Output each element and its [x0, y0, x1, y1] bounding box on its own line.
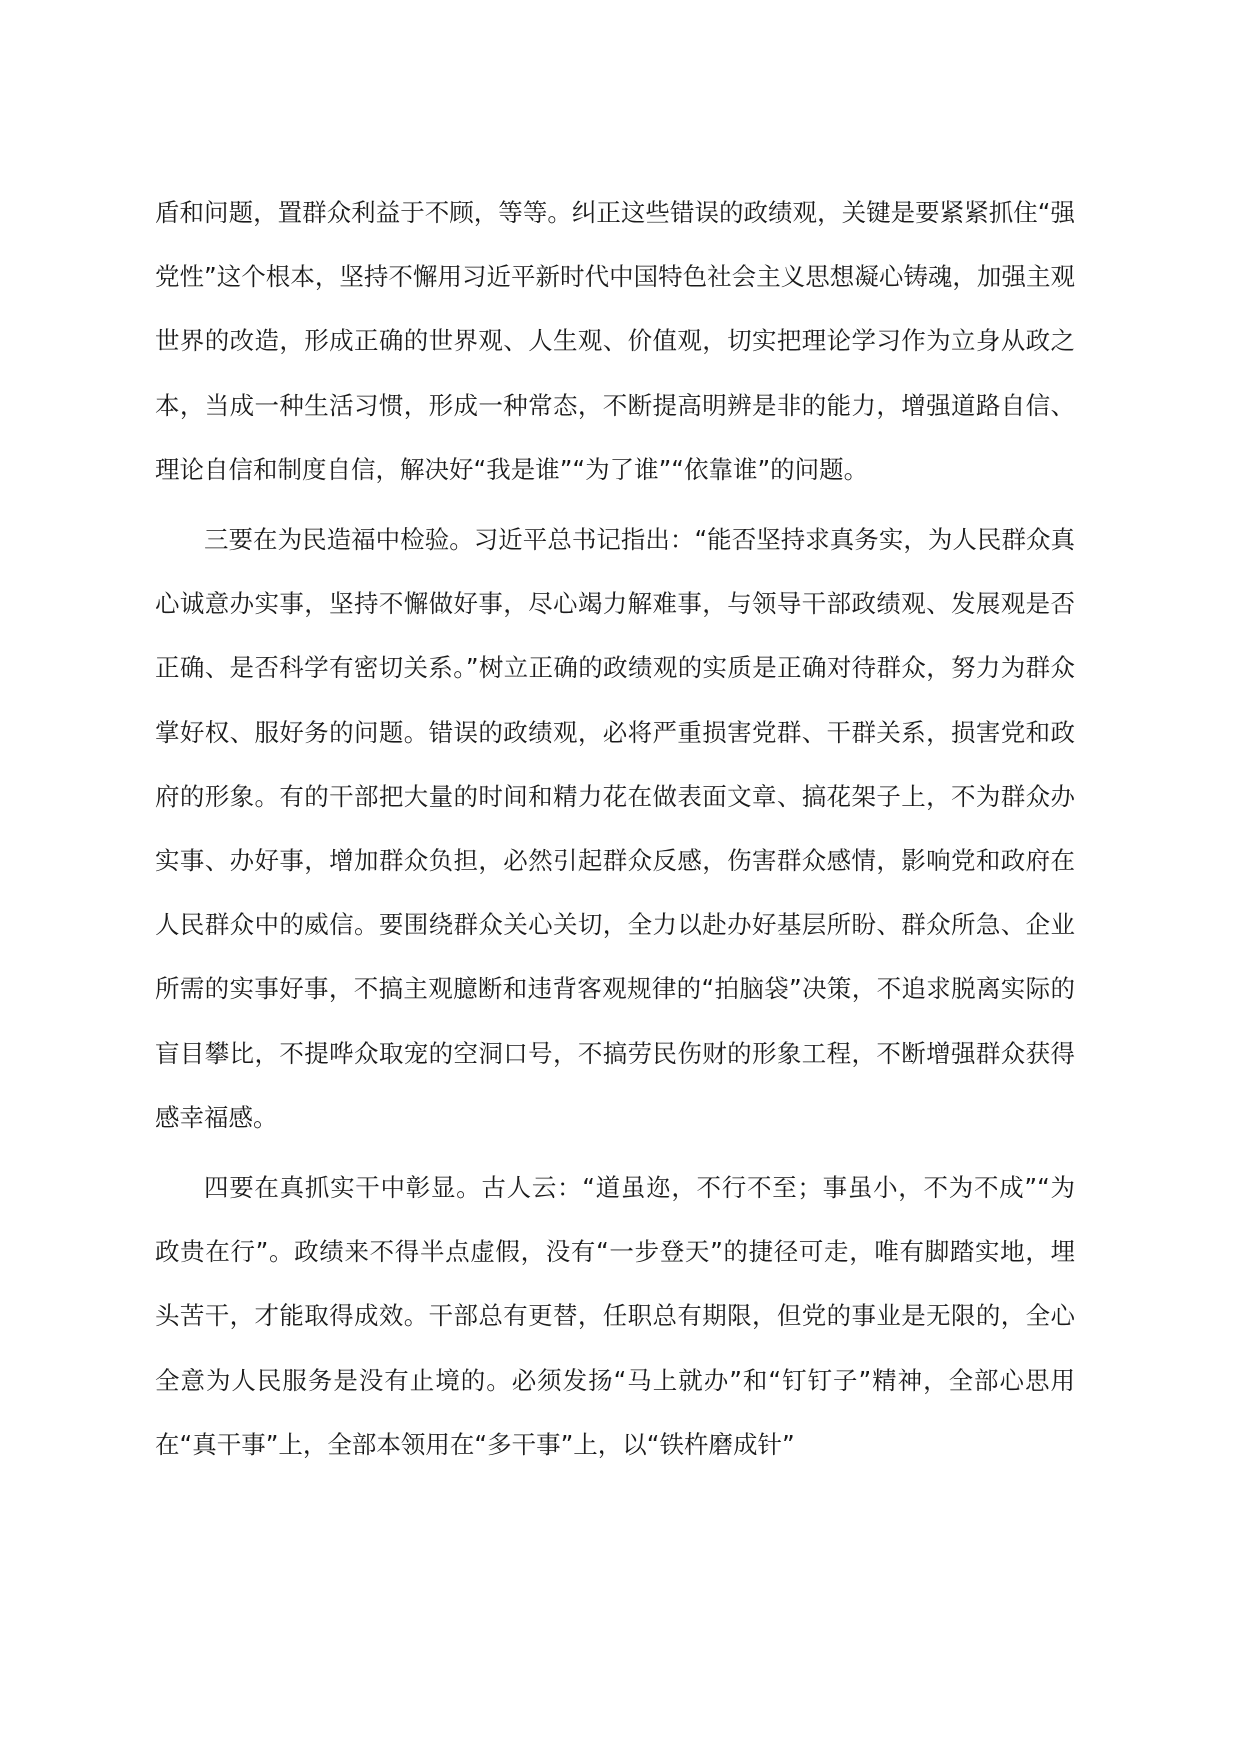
paragraph-continuation: 盾和问题，置群众利益于不顾，等等。纠正这些错误的政绩观，关键是要紧紧抓住“强党性”这个根本，坚持不懈用习近平新时代中国特色社会主义思想凝心铸魂，加强主观世界的改造，形成正确的世界观、人生观、价值观，切实把理论学习作为立身从政之本，当成一种生活习惯，形成一种常态，不断提高明辨是非的能力，增强道路自信、理论自信和制度自信，解决好“我是谁”“为了谁”“依靠谁”的问题。	[155, 198, 1075, 484]
document-body	[155, 181, 1075, 1477]
paragraph-section-four: 四要在真抓实干中彰显。古人云：“道虽迩，不行不至；事虽小，不为不成”“为政贵在行”。政绩来不得半点虚假，没有“一步登天”的捷径可走，唯有脚踏实地，埋头苦干，才能取得成效。干部总有更替，任职总有期限，但党的事业是无限的，全心全意为人民服务是没有止境的。必须发扬“马上就办”和“钉钉子”精神，全部心思用在“真干事”上，全部本领用在“多干事”上，以“铁杵磨成针”	[155, 1173, 1075, 1459]
paragraph-section-three: 三要在为民造福中检验。习近平总书记指出：“能否坚持求真务实，为人民群众真心诚意办实事，坚持不懈做好事，尽心竭力解难事，与领导干部政绩观、发展观是否正确、是否科学有密切关系。”树立正确的政绩观的实质是正确对待群众，努力为群众掌好权、服好务的问题。错误的政绩观，必将严重损害党群、干群关系，损害党和政府的形象。有的干部把大量的时间和精力花在做表面文章、搞花架子上，不为群众办实事、办好事，增加群众负担，必然引起群众反感，伤害群众感情，影响党和政府在人民群众中的威信。要围绕群众关心关切，全力以赴办好基层所盼、群众所急、企业所需的实事好事，不搞主观臆断和违背客观规律的“拍脑袋”决策，不追求脱离实际的盲目攀比，不提哗众取宠的空洞口号，不搞劳民伤财的形象工程，不断增强群众获得感幸福感。	[155, 525, 1075, 1132]
